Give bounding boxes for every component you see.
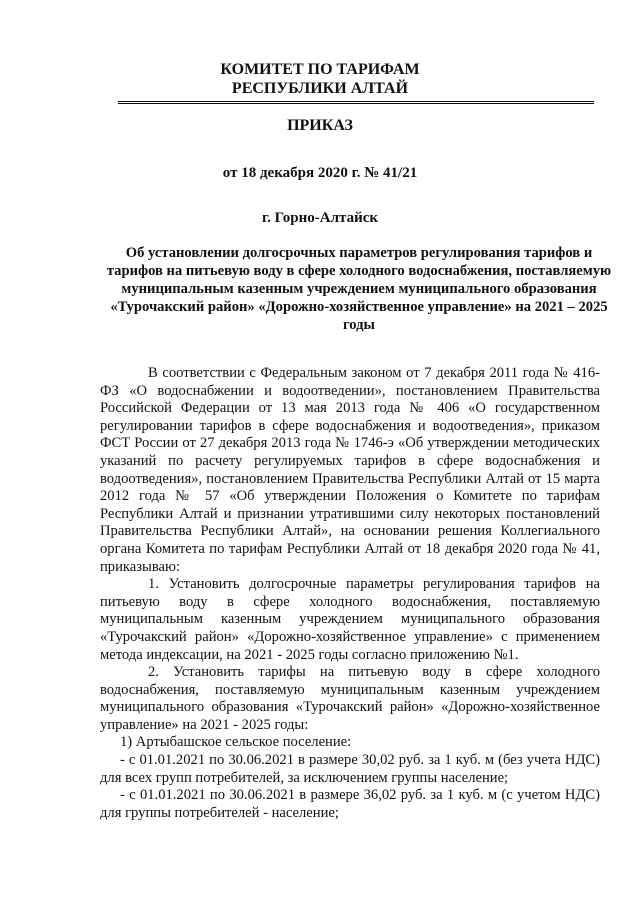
order-subject: Об установлении долгосрочных параметров регулирования тарифов и тарифов на питьевую воду в сфере холодного водоснабжения, поставляемую муниципальным казенным учреждением муниципального образования «Турочакский район» «Дорожно-хозяйственное управление» на 2021 – 2025 годы (106, 245, 612, 333)
header-rule-top (118, 101, 594, 102)
committee-header (0, 60, 640, 98)
order-city: г. Горно-Алтайск (261, 210, 379, 226)
order-title: ПРИКАЗ (287, 117, 353, 134)
tariff-2-paragraph: - с 01.01.2021 по 30.06.2021 в размере 36,02 руб. за 1 куб. м (с учетом НДС) для группы потребителей - население; (100, 787, 600, 821)
item-2-paragraph: 2. Установить тарифы на питьевую воду в сфере холодного водоснабжения, поставляемую муниципальным казенным учреждением муниципального образования «Турочакский район» «Дорожно-хозяйственное управление» на 2021 - 2025 годы: (100, 664, 600, 733)
preamble-paragraph: В соответствии с Федеральным законом от 7 декабря 2011 года № 416-ФЗ «О водоснабжении и водоотведении», постановлением Правительства Российской Федерации от 13 мая 2013 года № 406 «О государственном регулировании тарифов в сфере водоснабжения и водоотведения», приказом ФСТ России от 27 декабря 2013 года № 1746-э «Об утверждении методических указаний по расчету регулируемых тарифов в сфере водоснабжения и водоотведения», постановлением Правительства Республики Алтай от 15 марта 2012 года № 57 «Об утверждении Положения о Комитете по тарифам Республики Алтай и признании утратившими силу некоторых постановлений Правительства Республики Алтай», на основании решения Коллегиального органа Комитета по тарифам Республики Алтай от 18 декабря 2020 года № 41, приказываю: (100, 365, 600, 575)
item-1-paragraph: 1. Установить долгосрочные параметры регулирования тарифов на питьевую воду в сфере холодного водоснабжения, поставляемую муниципальным казенным учреждением муниципального образования «Турочакский район» «Дорожно-хозяйственное управление» с применением метода индексации, на 2021 - 2025 годы согласно приложению №1. (100, 576, 600, 663)
header-rule-bottom (118, 103, 594, 104)
order-body (100, 365, 600, 822)
committee-region: РЕСПУБЛИКИ АЛТАЙ (231, 80, 409, 97)
committee-name: КОМИТЕТ ПО ТАРИФАМ (220, 61, 420, 78)
tariff-1-paragraph: - с 01.01.2021 по 30.06.2021 в размере 30,02 руб. за 1 куб. м (без учета НДС) для всех групп потребителей, за исключением группы население; (100, 752, 600, 786)
order-date: от 18 декабря 2020 г. № 41/21 (222, 165, 418, 181)
subitem-1-paragraph: 1) Артыбашское сельское поселение: (120, 734, 352, 751)
